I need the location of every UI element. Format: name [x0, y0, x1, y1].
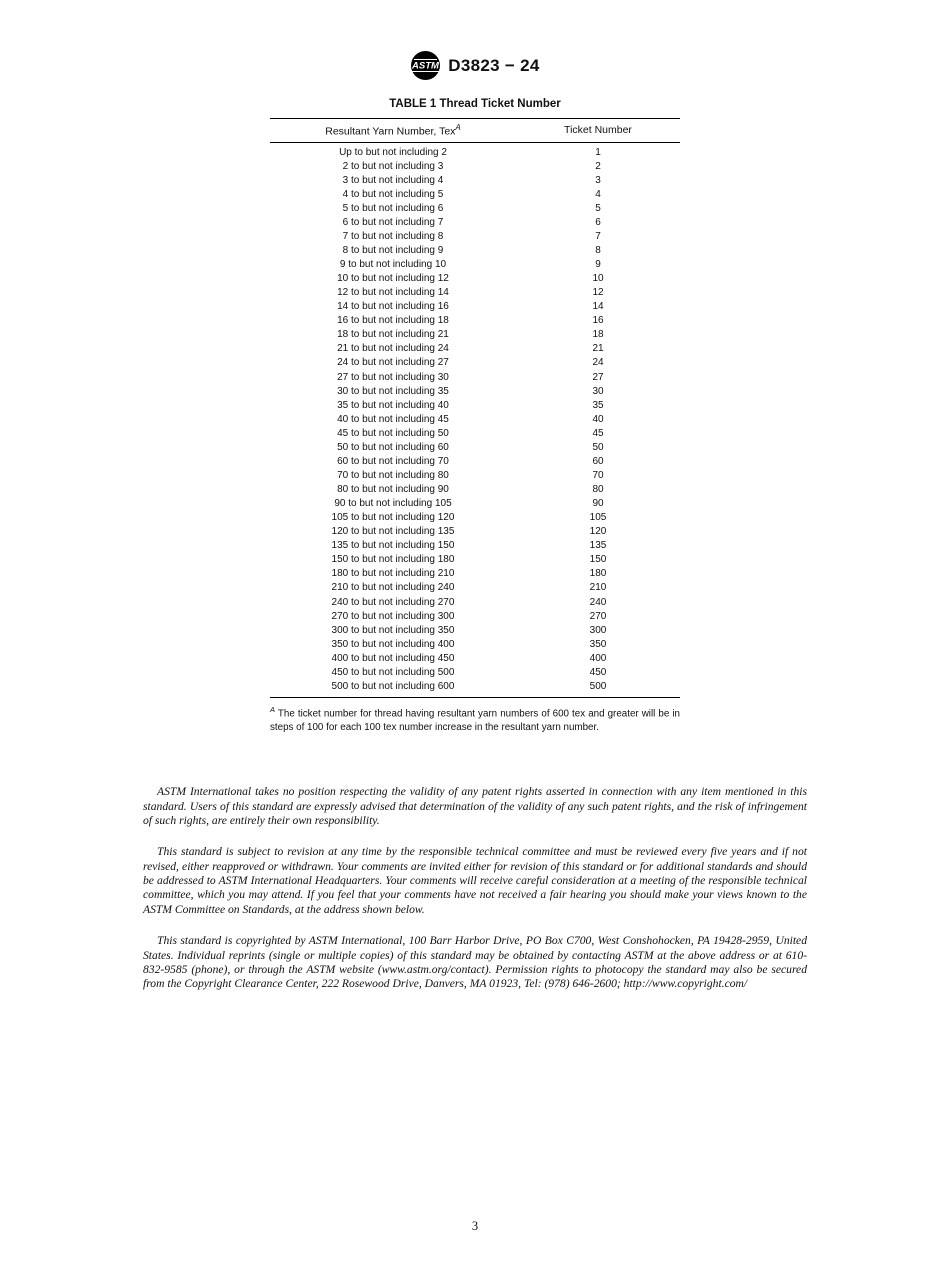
- yarn-range-cell: 2 to but not including 3: [342, 160, 444, 172]
- yarn-range-cell: 270 to but not including 300: [331, 610, 455, 622]
- table-row: [270, 483, 680, 497]
- table-row: [270, 142, 680, 159]
- table-row: [270, 314, 680, 328]
- ticket-number-cell: 27: [592, 371, 604, 383]
- yarn-range-cell: 300 to but not including 350: [331, 624, 455, 636]
- ticket-number-cell: 5: [595, 202, 601, 214]
- yarn-range-cell: 8 to but not including 9: [342, 244, 444, 256]
- copyright-notice-paragraph: This standard is copyrighted by ASTM International, 100 Barr Harbor Drive, PO Box C700, West Conshohocken, PA 19428-2959, United States. Individual reprints (single or multiple copies) of this standard may be obtained by contacting ASTM at the above address or at 610-832-9585 (phone), or through the ASTM website (www.astm.org/contact). Permission rights to photocopy the standard may also be secured from the Copyright Clearance Center, 222 Rosewood Drive, Danvers, MA 01923, Tel: (978) 646-2600; http://www.copyright.com/: [143, 934, 807, 991]
- table-row: [270, 426, 680, 440]
- yarn-range-cell: 9 to but not including 10: [339, 259, 447, 270]
- ticket-number-cell: 350: [589, 638, 607, 650]
- yarn-range-cell: 45 to but not including 50: [337, 427, 449, 439]
- ticket-number-cell: 6: [595, 216, 601, 228]
- yarn-range-cell: 50 to but not including 60: [337, 441, 449, 453]
- table-row: [270, 356, 680, 370]
- yarn-range-cell: 240 to but not including 270: [331, 596, 455, 608]
- ticket-number-cell: 4: [595, 188, 601, 200]
- ticket-number-cell: 1: [595, 146, 601, 158]
- yarn-range-cell: 40 to but not including 45: [337, 413, 449, 425]
- ticket-number-cell: 80: [592, 484, 604, 495]
- ticket-number-cell: 14: [592, 301, 604, 313]
- yarn-range-cell: 7 to but not including 8: [342, 230, 444, 242]
- ticket-number-cell: 8: [595, 244, 601, 256]
- table-row: [270, 525, 680, 539]
- footnote-reference-superscript: A: [455, 123, 461, 132]
- table-row: [270, 581, 680, 595]
- table-row: [270, 159, 680, 173]
- yarn-range-cell: 210 to but not including 240: [331, 582, 455, 594]
- table-row: [270, 665, 680, 679]
- yarn-range-cell: 16 to but not including 18: [337, 315, 449, 327]
- ticket-number-cell: 300: [589, 624, 607, 636]
- ticket-number-cell: 50: [592, 441, 604, 453]
- yarn-range-cell: 30 to but not including 35: [337, 385, 449, 397]
- ticket-number-cell: 70: [592, 469, 604, 481]
- yarn-range-cell: 400 to but not including 450: [331, 652, 455, 664]
- table-row: [270, 553, 680, 567]
- table-title: TABLE 1 Thread Ticket Number: [389, 98, 561, 110]
- ticket-number-cell: 60: [592, 455, 604, 467]
- table-container: [270, 118, 680, 735]
- table-row: [270, 412, 680, 426]
- ticket-number-cell: 270: [589, 610, 607, 622]
- ticket-number-cell: 180: [589, 568, 607, 580]
- table-row: [270, 300, 680, 314]
- table-row: [270, 539, 680, 553]
- ticket-number-cell: 10: [592, 273, 604, 285]
- boilerplate-section: [143, 785, 807, 992]
- table-row: [270, 201, 680, 215]
- table-row: [270, 187, 680, 201]
- patent-disclaimer-paragraph: ASTM International takes no position respecting the validity of any patent rights asserted in connection with any item mentioned in this standard. Users of this standard are expressly advised that determination of the validity of any such patent rights, and the risk of infringement of such rights, are entirely their own responsibility.: [143, 785, 807, 827]
- yarn-range-cell: 60 to but not including 70: [337, 455, 449, 467]
- ticket-number-cell: 12: [592, 287, 604, 299]
- astm-logo-icon: [410, 50, 441, 81]
- ticket-number-cell: 90: [592, 498, 604, 510]
- yarn-range-cell: 150 to but not including 180: [331, 554, 455, 566]
- ticket-number-cell: 500: [589, 680, 607, 692]
- ticket-number-cell: 24: [592, 357, 604, 369]
- ticket-number-cell: 40: [592, 413, 604, 425]
- ticket-number-cell: 7: [595, 230, 601, 242]
- table-row: [270, 244, 680, 258]
- table-row: [270, 398, 680, 412]
- table-row: [270, 229, 680, 243]
- yarn-range-cell: 90 to but not including 105: [334, 498, 452, 510]
- yarn-range-cell: 120 to but not including 135: [331, 526, 455, 538]
- ticket-number-cell: 18: [592, 329, 604, 341]
- ticket-number-cell: 21: [592, 343, 604, 355]
- table-row: [270, 272, 680, 286]
- yarn-range-cell: 6 to but not including 7: [342, 216, 444, 228]
- yarn-range-cell: 180 to but not including 210: [331, 568, 455, 580]
- table-row: [270, 511, 680, 525]
- table-row: [270, 215, 680, 229]
- svg-text:ASTM: ASTM: [412, 60, 440, 72]
- ticket-number-cell: 135: [589, 540, 607, 552]
- yarn-range-cell: 70 to but not including 80: [337, 469, 449, 481]
- ticket-number-cell: 400: [589, 652, 607, 664]
- table-row: [270, 679, 680, 697]
- ticket-number-cell: 16: [592, 315, 604, 327]
- table-row: [270, 370, 680, 384]
- table-row: [270, 440, 680, 454]
- table-row: [270, 258, 680, 272]
- yarn-range-cell: 27 to but not including 30: [337, 371, 449, 383]
- ticket-number-cell: 2: [595, 160, 601, 172]
- table-row: [270, 623, 680, 637]
- ticket-number-cell: 35: [592, 399, 604, 411]
- yarn-range-cell: 4 to but not including 5: [342, 188, 444, 200]
- table-row: [270, 384, 680, 398]
- footnote-marker: A: [270, 705, 276, 715]
- thread-ticket-table: [270, 118, 680, 698]
- column-header-ticket-number: Ticket Number: [516, 119, 680, 143]
- column-header-yarn-number: Resultant Yarn Number, Tex$^A$: [270, 119, 516, 143]
- table-header-row: [270, 119, 680, 143]
- revision-notice-paragraph: This standard is subject to revision at any time by the responsible technical committee and must be reviewed every five years and if not revised, either reapproved or withdrawn. Your comments are invited either for revision of this standard or for additional standards and should be addressed to ASTM International Headquarters. Your comments will receive careful consideration at a meeting of the responsible technical committee, which you may attend. If you feel that your comments have not received a fair hearing you should make your views known to the ASTM Committee on Standards, at the address shown below.: [143, 845, 807, 916]
- yarn-range-cell: 5 to but not including 6: [342, 202, 444, 214]
- document-header: [0, 0, 950, 81]
- table-row: [270, 469, 680, 483]
- ticket-number-cell: 30: [592, 385, 604, 397]
- table-row: [270, 328, 680, 342]
- ticket-number-cell: 9: [595, 259, 601, 270]
- yarn-range-cell: 450 to but not including 500: [331, 666, 455, 678]
- table-row: [270, 595, 680, 609]
- ticket-number-cell: 240: [589, 596, 607, 608]
- yarn-range-cell: 350 to but not including 400: [331, 638, 455, 650]
- yarn-range-cell: 14 to but not including 16: [337, 301, 449, 313]
- table-row: [270, 651, 680, 665]
- table-footnote: [270, 705, 680, 735]
- yarn-range-cell: 105 to but not including 120: [331, 512, 455, 524]
- standard-designation: D3823 − 24: [448, 55, 540, 75]
- yarn-range-cell: 3 to but not including 4: [342, 174, 444, 186]
- table-row: [270, 637, 680, 651]
- yarn-range-cell: 24 to but not including 27: [337, 357, 449, 369]
- yarn-range-cell: 35 to but not including 40: [337, 399, 449, 411]
- yarn-range-cell: Up to but not including 2: [339, 146, 447, 158]
- table-row: [270, 342, 680, 356]
- table-row: [270, 173, 680, 187]
- ticket-number-cell: 150: [589, 554, 607, 566]
- yarn-range-cell: 12 to but not including 14: [337, 287, 449, 299]
- ticket-number-cell: 3: [595, 174, 601, 186]
- yarn-range-cell: 500 to but not including 600: [331, 680, 455, 692]
- yarn-range-cell: 21 to but not including 24: [337, 343, 449, 355]
- page-number: 3: [471, 1219, 479, 1233]
- ticket-number-cell: 210: [589, 582, 607, 594]
- yarn-range-cell: 10 to but not including 12: [337, 273, 449, 285]
- yarn-range-cell: 135 to but not including 150: [331, 540, 455, 552]
- ticket-number-cell: 120: [589, 526, 607, 538]
- table-row: [270, 497, 680, 511]
- yarn-range-cell: 18 to but not including 21: [337, 329, 449, 341]
- table-row: [270, 286, 680, 300]
- footnote-text: The ticket number for thread having resultant yarn numbers of 600 tex and greater will be in steps of 100 for each 100 tex number increase in the resultant yarn number.: [270, 708, 680, 734]
- ticket-number-cell: 450: [589, 666, 607, 678]
- yarn-range-cell: 80 to but not including 90: [337, 484, 449, 495]
- table-row: [270, 454, 680, 468]
- ticket-number-cell: 45: [592, 427, 604, 439]
- ticket-number-cell: 105: [589, 512, 607, 524]
- table-row: [270, 567, 680, 581]
- table-row: [270, 609, 680, 623]
